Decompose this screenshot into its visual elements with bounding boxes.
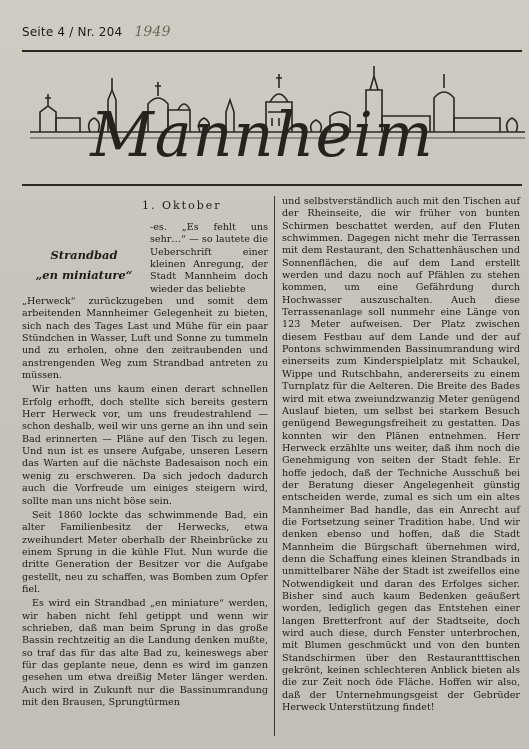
handwritten-year: 1949 <box>134 24 171 40</box>
article-intro-text <box>150 222 268 296</box>
paragraph-2: Wir hatten uns kaum einen derart schnellen Erfolg erhofft, doch stellte sich bereits gestern Herr Herweck vor, um uns freudestrahlend — schon deshalb, weil wir uns gerne an ihn und sein Bad erinnerten — Pläne auf den Tisch zu legen. Und nun ist es unsere Aufgabe, unseren Lesern das Warten auf die nächste Badesaison noch ein wenig zu erschweren. Da sich jedoch dadurch auch die Vorfreude um einiges steigern wird, sollte man uns nicht böse sein. <box>22 384 268 507</box>
masthead-title: Mannheim <box>90 98 434 171</box>
article-headline <box>30 245 138 285</box>
paragraph-1: „Herweck“ zurückzugeben und somit dem arbeitenden Mannheimer Gelegenheit zu bieten, sich nach des Tages Last und Mühe für ein paar Stündchen in Wasser, Luft und Sonne zu tummeln und zu erholen, ohne den zeitraubenden und anstrengenden Weg zum Strandbad antreten zu müssen. <box>22 296 268 382</box>
article-column-1 <box>22 296 268 709</box>
page-header <box>22 24 171 44</box>
headline-line-2: „en miniature“ <box>35 268 133 282</box>
column-divider <box>274 196 275 736</box>
page-reference: Seite 4 / Nr. 204 <box>22 25 123 39</box>
article-column-2 <box>282 196 520 714</box>
paragraph-5: und selbstverständlich auch mit den Tischen auf der Rheinseite, die wir früher von bunten Schirmen beschattet werden, auf den Fluten schwimmen. Dagegen nicht mehr die Terrassen mit dem Restaurant, den Schattenhäuschen und Sonnenflächen, die auf dem Land erstellt werden und dazu noch auf Pfählen zu stehen kommen, um eine Gefährdung durch Hochwasser auszuschalten. Auch diese Terrassenanlage soll nunmehr eine Länge von 123 Meter aufweisen. Der Platz zwischen diesem Festbau auf dem Lande und der auf Pontons schwimmenden Bassinumrandung wird einerseits zum Kinderspielplatz mit Schaukel, Wippe und Rutschbahn, andererseits zu einem Turnplatz für die Aelteren. Die Breite des Bades wird mit etwa zweiundzwanzig Meter genügend Auslauf bieten, um selbst bei starkem Besuch genügend Bewegungsfreiheit zu gestatten. Das konnten wir den Plänen entnehmen. Herr Herweck erzählte uns weiter, daß ihm noch die Genehmigung von seiten der Stadt fehle. Er hoffe jedoch, daß der Techniche Ausschuß bei der Beratung dieser Angelegenheit günstig entscheiden werde, zumal es sich um ein altes Mannheimer Bad handle, das ein Anrecht auf die Fortsetzung seiner Tradition habe. Und wir denken ebenso und hoffen, daß die Stadt Mannheim die Bürgschaft übernehmen wird, denn die Schaffung eines kleinen Strandbads in unmittelbarer Nähe der Stadt ist zweifellos eine Notwendigkeit und daran des Erfolges sicher. Bisher sind auch kaum Bedenken geäußert worden, lediglich gegen das Entstehen einer langen Bretterfront auf der Stadtseite, doch wird auch diese, durch Fenster unterbrochen, mit Blumen geschmückt und von den bunten Standschirmen über den Restaurantttischen gekrönt, keinen schlechteren Anblick bieten als die zur Zeit noch öde Fläche. Hoffen wir also, daß der Unternehmungsgeist der Gebrüder Herweck Unterstützung findet! <box>282 196 520 714</box>
header-rule <box>22 50 522 52</box>
masthead-rule <box>22 184 522 186</box>
article-date: 1. Oktober <box>142 199 222 212</box>
paragraph-4: Es wird ein Strandbad „en miniature“ werden, wir haben nicht fehl getippt und wenn wir schrieben, daß man beim Sprung in das große Bassin rechtzeitig an die Landung denken mußte, so traf das für das alte Bad zu, keineswegs aber für das geplante neue, denn es wird im ganzen gesehen um etwa dreißig Meter länger werden. Auch wird in Zukunft nur die Bassinumrandung mit den Brausen, Sprungtürmen <box>22 598 268 708</box>
intro-paragraph: -es. „Es fehlt uns sehr…“ — so lautete die Ueberschrift einer kleinen Anregung, der Stadt Mannheim doch wieder das beliebte <box>150 222 268 295</box>
paragraph-3: Seit 1860 lockte das schwimmende Bad, ein alter Familienbesitz der Herwecks, etwa zweihundert Meter oberhalb der Rheinbrücke zu einem Sprung in die kühle Flut. Nun wurde die dritte Generation der Besitzer vor die Aufgabe gestellt, neu zu schaffen, was Bomben zum Opfer fiel. <box>22 509 268 595</box>
headline-line-1: Strandbad <box>50 248 118 262</box>
